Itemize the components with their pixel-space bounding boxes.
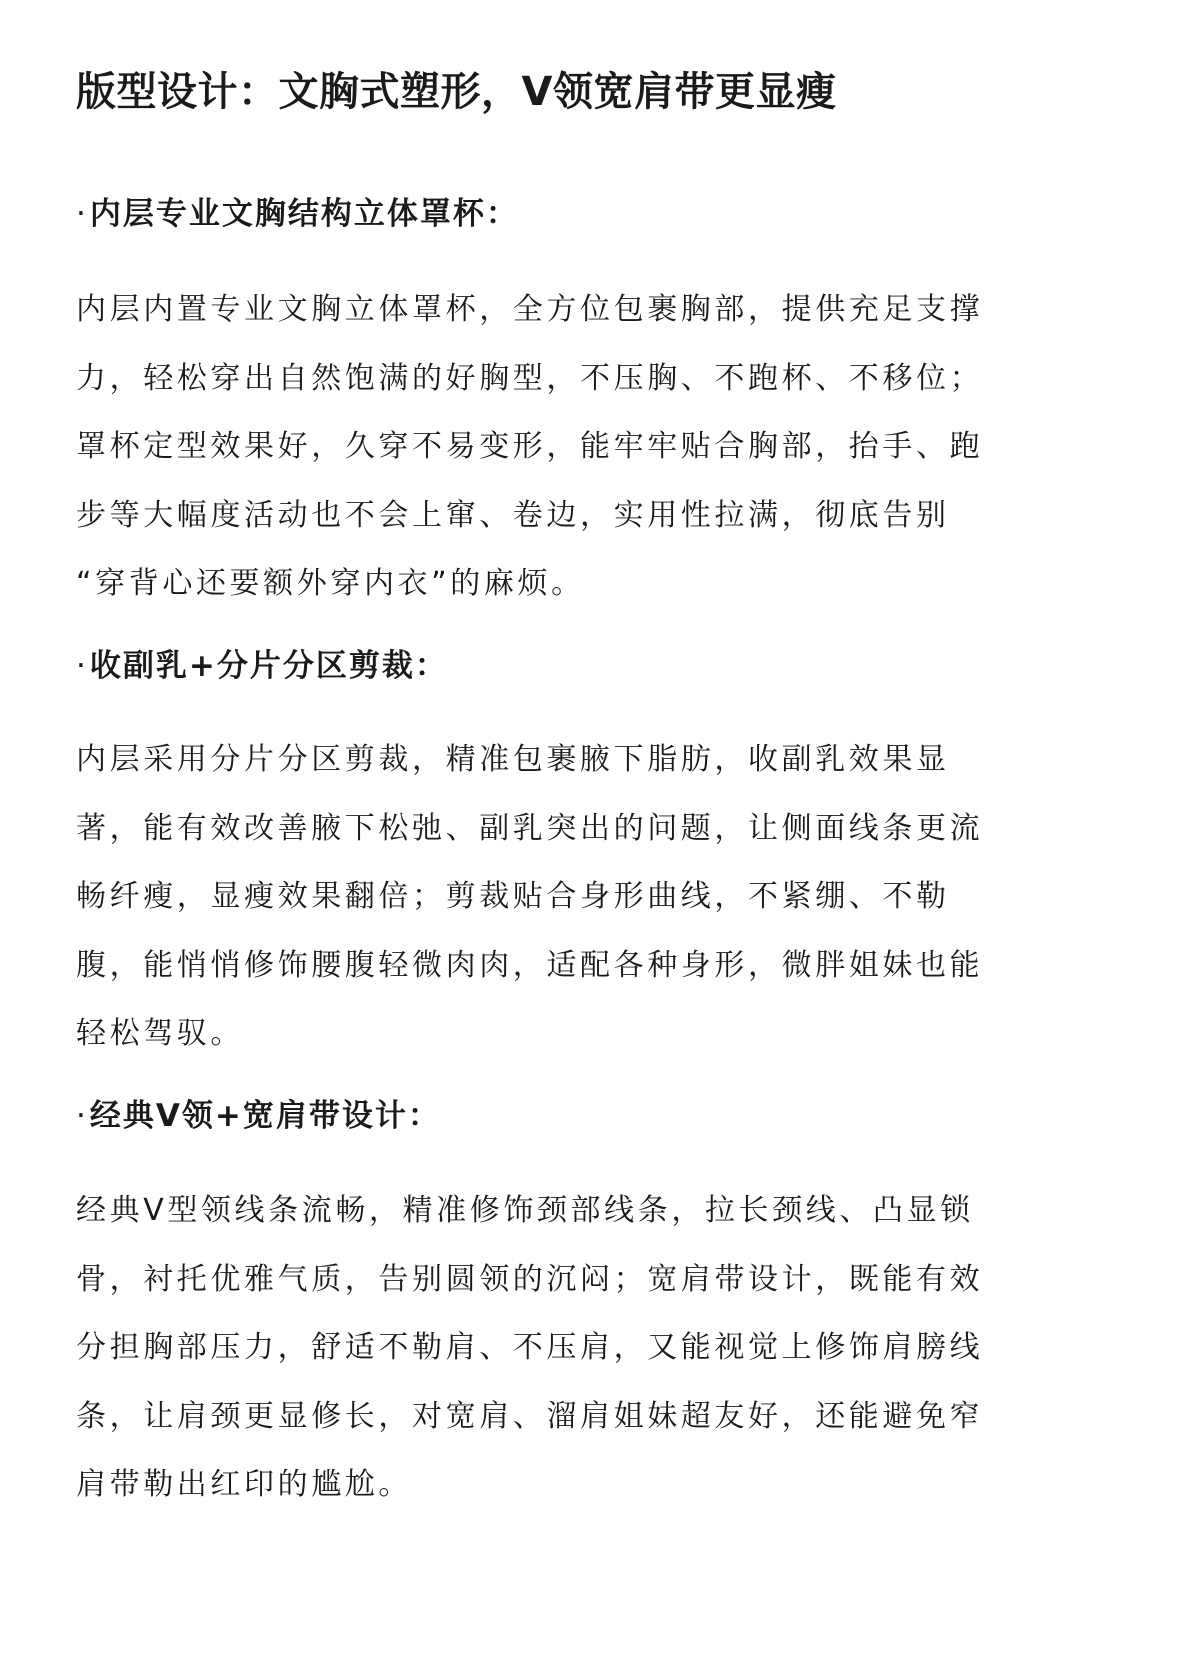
section-heading-neckline	[76, 1094, 441, 1138]
paragraph-line: 腹，能悄悄修饰腰腹轻微肉肉，适配各种身形，微胖姐妹也能	[76, 947, 984, 983]
paragraph-line: “穿背心还要额外穿内衣”的麻烦。	[76, 566, 585, 601]
section-body-cup	[76, 276, 983, 619]
paragraph-line: 分担胸部压力，舒适不勒肩、不压肩，又能视觉上修饰肩膀线	[76, 1330, 984, 1365]
paragraph-line: 罩杯定型效果好，久穿不易变形，能牢牢贴合胸部，抬手、跑	[76, 429, 984, 464]
section-heading-cup	[76, 192, 519, 236]
section-heading-label: 收副乳+分片分区剪裁：	[89, 648, 448, 684]
paragraph-line: 内层采用分片分区剪裁，精准包裹腋下脂肪，收副乳效果显	[76, 742, 950, 777]
paragraph-line: 步等大幅度活动也不会上窜、卷边，实用性拉满，彻底告别	[76, 497, 950, 533]
section-heading-label: 内层专业文胸结构立体罩杯：	[89, 196, 519, 232]
bullet-dot: ·	[76, 1098, 88, 1134]
paragraph-line: 畅纤瘦，显瘦效果翻倍；剪裁贴合身形曲线，不紧绷、不勒	[76, 879, 950, 914]
paragraph-line: 著，能有效改善腋下松弛、副乳突出的问题，让侧面线条更流	[76, 810, 984, 846]
page-title: 版型设计：文胸式塑形，V领宽肩带更显瘦	[76, 69, 837, 115]
section-heading-label: 经典V领+宽肩带设计：	[89, 1098, 441, 1134]
section-body-cutting	[76, 726, 983, 1069]
bullet-dot: ·	[76, 196, 88, 232]
section-heading-cutting	[76, 644, 448, 688]
section-body-neckline	[76, 1177, 983, 1520]
paragraph-line: 轻松驾驭。	[76, 1016, 244, 1051]
paragraph-line: 条，让肩颈更显修长，对宽肩、溜肩姐妹超友好，还能避免窄	[76, 1398, 984, 1434]
paragraph-line: 骨，衬托优雅气质，告别圆领的沉闷；宽肩带设计，既能有效	[76, 1261, 984, 1297]
paragraph-line: 肩带勒出红印的尴尬。	[76, 1467, 412, 1502]
paragraph-line: 内层内置专业文胸立体罩杯，全方位包裹胸部，提供充足支撑	[76, 292, 984, 327]
paragraph-line: 力，轻松穿出自然饱满的好胸型，不压胸、不跑杯、不移位；	[76, 360, 984, 396]
bullet-dot: ·	[76, 648, 88, 684]
paragraph-line: 经典V型领线条流畅，精准修饰颈部线条，拉长颈线、凸显锁	[76, 1193, 974, 1228]
